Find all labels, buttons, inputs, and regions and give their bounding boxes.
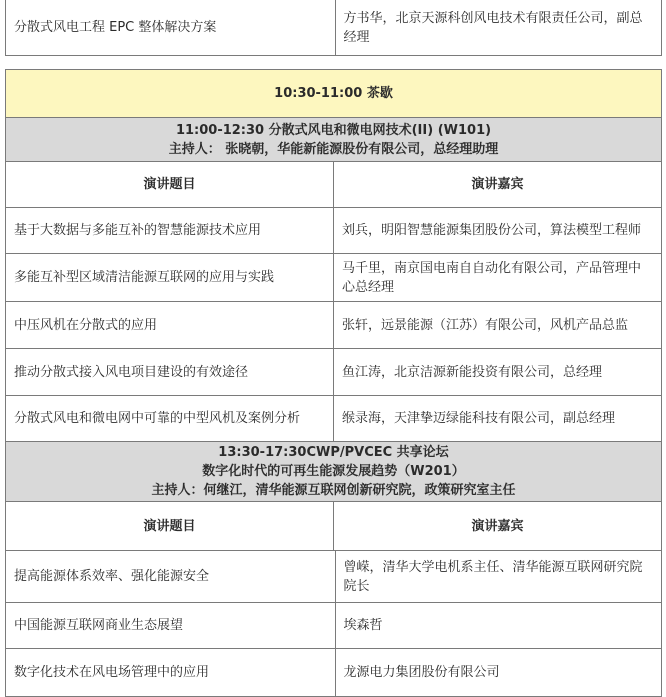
tea-break-label: 10:30-11:00 茶歇 (6, 70, 662, 118)
session2-subtitle: 数字化时代的可再生能源发展趋势（W201） (202, 464, 465, 479)
session1-header (6, 118, 662, 162)
session1-title: 11:00-12:30 分散式风电和微电网技术(II) (W101) (175, 122, 492, 138)
agenda-table-main (5, 69, 662, 551)
column-header-speaker: 演讲嘉宾 (334, 502, 662, 551)
table-row (6, 349, 662, 396)
table-row (6, 649, 662, 697)
table-row (6, 302, 662, 349)
session1-host: 主持人： 张晓朝，华能新能源股份有限公司，总经理助理 (168, 141, 499, 157)
topic-cell: 推动分散式接入风电项目建设的有效途径 (6, 349, 334, 396)
table-row (6, 208, 662, 254)
topic-cell: 多能互补型区域清洁能源互联网的应用与实践 (6, 254, 334, 302)
session2-column-header (6, 502, 662, 551)
topic-cell: 中压风机在分散式的应用 (6, 302, 334, 349)
topic-cell: 分散式风电工程 EPC 整体解决方案 (6, 0, 336, 56)
topic-cell: 中国能源互联网商业生态展望 (6, 603, 336, 649)
session1-title-cell (6, 118, 662, 162)
speaker-cell: 缑录海，天津挚迈绿能科技有限公司，副总经理 (334, 396, 662, 442)
column-header-speaker: 演讲嘉宾 (334, 162, 662, 208)
tea-break-row (6, 70, 662, 118)
session2-header (6, 442, 662, 502)
table-row (6, 0, 662, 56)
speaker-cell: 张轩，远景能源（江苏）有限公司，风机产品总监 (334, 302, 662, 349)
session1-column-header (6, 162, 662, 208)
table-row (6, 254, 662, 302)
table-row (6, 396, 662, 442)
speaker-cell: 龙源电力集团股份有限公司 (335, 649, 662, 697)
speaker-cell: 刘兵，明阳智慧能源集团股份公司，算法模型工程师 (334, 208, 662, 254)
agenda-table-top (5, 0, 662, 56)
session2-host: 主持人：何继江，清华能源互联网创新研究院，政策研究室主任 (151, 483, 516, 498)
session2-title-cell (6, 442, 662, 502)
topic-cell: 基于大数据与多能互补的智慧能源技术应用 (6, 208, 334, 254)
topic-cell: 分散式风电和微电网中可靠的中型风机及案例分析 (6, 396, 334, 442)
column-header-topic: 演讲题目 (6, 502, 334, 551)
session2-title: 13:30-17:30CWP/PVCEC 共享论坛 (218, 445, 449, 460)
speaker-cell: 曾嵘，清华大学电机系主任、清华能源互联网研究院院长 (335, 551, 662, 603)
speaker-cell: 鱼江涛，北京洁源新能投资有限公司，总经理 (334, 349, 662, 396)
table-row (6, 551, 662, 603)
speaker-cell: 马千里，南京国电南自自动化有限公司，产品管理中心总经理 (334, 254, 662, 302)
agenda-table-bottom (5, 550, 662, 697)
table-row (6, 603, 662, 649)
topic-cell: 提高能源体系效率、强化能源安全 (6, 551, 336, 603)
speaker-cell: 方书华，北京天源科创风电技术有限责任公司，副总经理 (335, 0, 662, 56)
topic-cell: 数字化技术在风电场管理中的应用 (6, 649, 336, 697)
speaker-cell: 埃森哲 (335, 603, 662, 649)
column-header-topic: 演讲题目 (6, 162, 334, 208)
